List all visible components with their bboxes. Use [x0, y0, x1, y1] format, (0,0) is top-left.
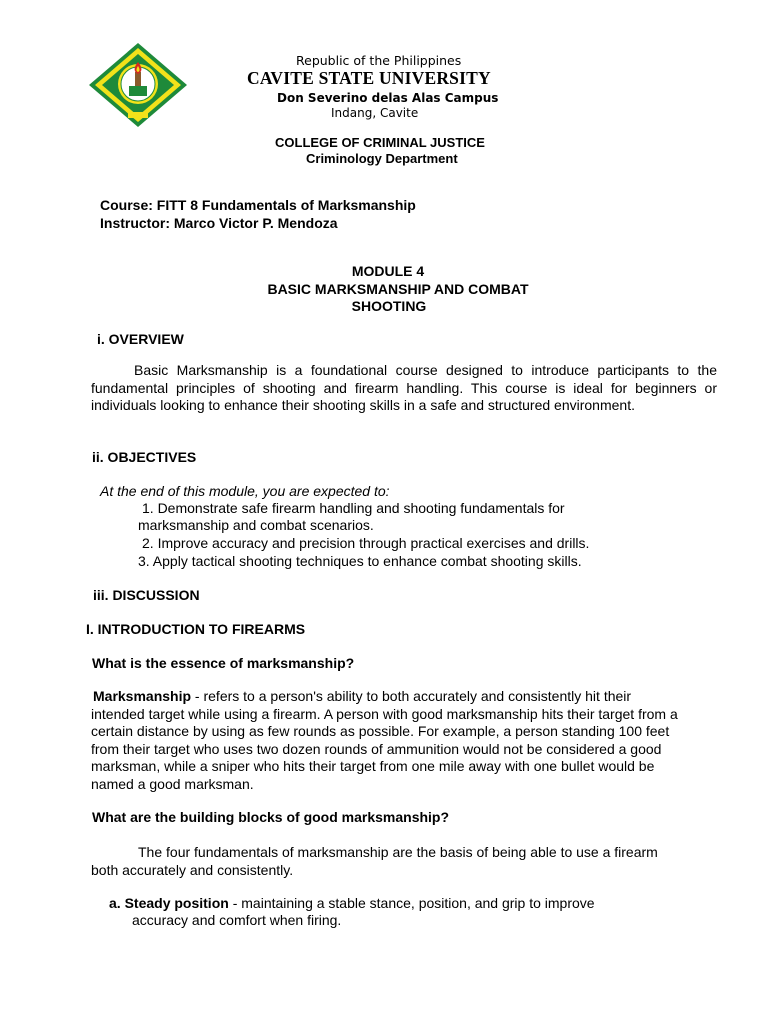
- item-a-text: - maintaining a stable stance, position, and grip to improve: [228, 895, 595, 911]
- objective-item-1-cont: marksmanship and combat scenarios.: [138, 517, 374, 533]
- marksmanship-text: - refers to a person's ability to both accurately and consistently hit their intended target while using a firearm. A person with good marksmanship hits their target from a certain distance by using as few rounds as possible. For example, a person standing 100 feet from their target who uses two dozen rounds of ammunition would not be considered a good marksman, while a sniper who hits their target from one mile away with one bullet would be named a good marksman.: [91, 688, 678, 792]
- objectives-intro: At the end of this module, you are expected to:: [100, 483, 390, 499]
- section-title: I. INTRODUCTION TO FIREARMS: [86, 621, 306, 637]
- module-title-line1: BASIC MARKSMANSHIP AND COMBAT: [267, 281, 529, 297]
- overview-heading: i. OVERVIEW: [97, 331, 184, 347]
- question-1: What is the essence of marksmanship?: [92, 655, 355, 671]
- question-2: What are the building blocks of good marksmanship?: [92, 809, 450, 825]
- campus-name: Don Severino delas Alas Campus: [277, 91, 499, 105]
- republic-line: Republic of the Philippines: [296, 53, 462, 68]
- university-seal-icon: [88, 42, 188, 128]
- objective-item-2: 2. Improve accuracy and precision through practical exercises and drills.: [142, 535, 590, 551]
- university-name: CAVITE STATE UNIVERSITY: [247, 68, 491, 88]
- item-a-term: a. Steady position: [109, 895, 229, 911]
- town-name: Indang, Cavite: [331, 106, 419, 120]
- item-a-cont: accuracy and comfort when firing.: [132, 912, 342, 928]
- item-a: [109, 895, 595, 913]
- marksmanship-term: Marksmanship: [93, 688, 192, 704]
- discussion-heading: iii. DISCUSSION: [93, 587, 200, 603]
- module-label: MODULE 4: [351, 263, 425, 279]
- objectives-heading: ii. OBJECTIVES: [92, 449, 197, 465]
- objective-item-3: 3. Apply tactical shooting techniques to enhance combat shooting skills.: [138, 553, 582, 569]
- marksmanship-definition: [91, 688, 685, 794]
- module-title-line2: SHOOTING: [351, 298, 427, 314]
- instructor-line: Instructor: Marco Victor P. Mendoza: [100, 215, 338, 231]
- objective-item-1: 1. Demonstrate safe firearm handling and shooting fundamentals for: [142, 500, 565, 516]
- fundamentals-paragraph: The four fundamentals of marksmanship are the basis of being able to use a firearm both accurately and consistently.: [91, 844, 658, 878]
- department-name: Criminology Department: [306, 151, 458, 166]
- course-line: Course: FITT 8 Fundamentals of Marksmanship: [100, 197, 416, 213]
- college-name: COLLEGE OF CRIMINAL JUSTICE: [275, 135, 485, 150]
- overview-paragraph: Basic Marksmanship is a foundational course designed to introduce participants to the fundamental principles of shooting and firearm handling. This course is ideal for beginners or individuals looking to enhance their shooting skills in a safe and structured environment.: [91, 362, 717, 414]
